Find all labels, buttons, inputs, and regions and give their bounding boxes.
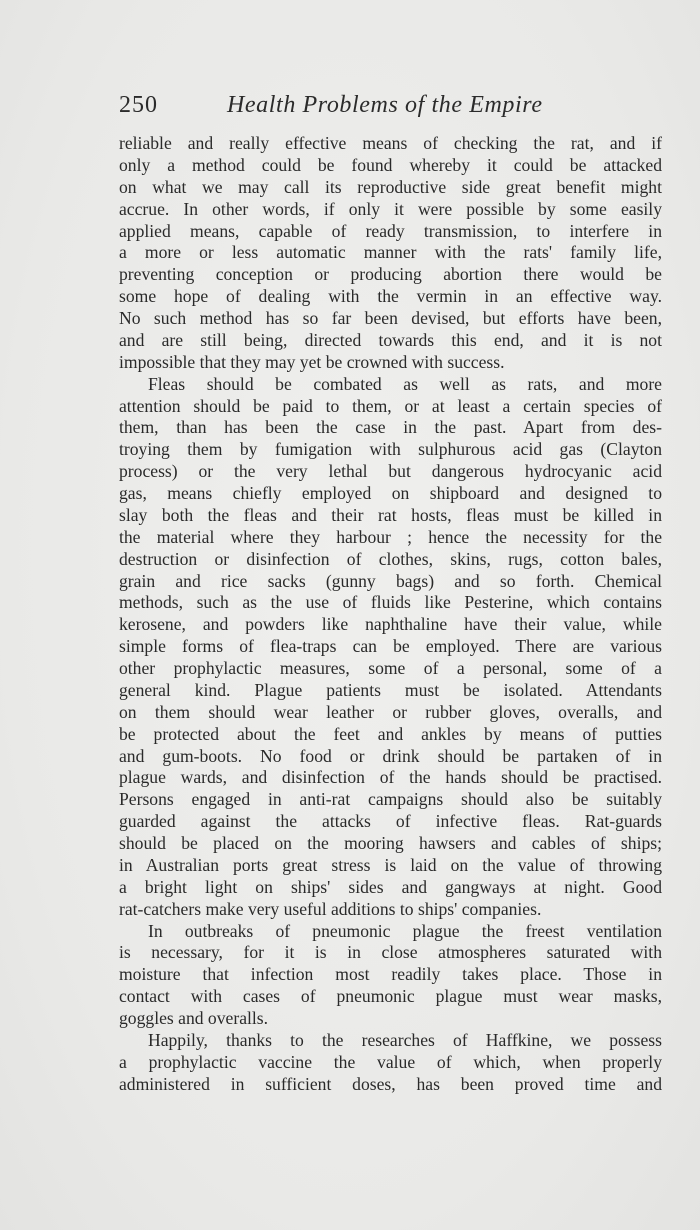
text-line: No such method has so far been devised, but efforts have been, <box>119 308 662 328</box>
text-line: accrue. In other words, if only it were possible by some easily <box>119 198 662 219</box>
page-number: 250 <box>119 92 158 118</box>
text-line: a more or less automatic manner with the rats' family life, <box>119 242 662 263</box>
text-line: general kind. Plague patients must be isolated. Attendants <box>119 679 662 700</box>
text-line: rat-catchers make very useful additions to ships' companies. <box>119 898 542 919</box>
text-line: the material where they harbour ; hence the necessity for the <box>119 526 662 547</box>
text-line: Persons engaged in anti-rat campaigns should also be suitably <box>119 789 662 810</box>
text-line: process) or the very lethal but dangerous hydrocyanic acid <box>119 461 662 482</box>
text-line: plague wards, and disinfection of the hands should be practised. <box>119 767 662 788</box>
page-header <box>119 92 664 124</box>
body-text <box>119 133 662 1096</box>
text-line: attention should be paid to them, or at least a certain species of <box>119 395 662 416</box>
text-line: a bright light on ships' sides and gangways at night. Good <box>119 876 662 897</box>
text-line: slay both the fleas and their rat hosts, fleas must be killed in <box>119 504 662 525</box>
text-line: should be placed on the mooring hawsers and cables of ships; <box>119 833 662 853</box>
text-line: destruction or disinfection of clothes, skins, rugs, cotton bales, <box>119 548 662 569</box>
text-line: them, than has been the case in the past. Apart from des- <box>119 417 662 438</box>
text-line: on what we may call its reproductive side great benefit might <box>119 176 662 197</box>
text-line: troying them by fumigation with sulphurous acid gas (Clayton <box>119 439 662 460</box>
text-line: reliable and really effective means of checking the rat, and if <box>119 133 662 153</box>
text-line: some hope of dealing with the vermin in an effective way. <box>119 286 662 307</box>
text-line: impossible that they may yet be crowned with success. <box>119 351 505 372</box>
text-line: kerosene, and powders like naphthaline have their value, while <box>119 614 662 635</box>
text-line: guarded against the attacks of infective fleas. Rat-guards <box>119 811 662 832</box>
text-line: only a method could be found whereby it could be attacked <box>119 154 662 175</box>
text-line: contact with cases of pneumonic plague must wear masks, <box>119 986 662 1007</box>
text-line: a prophylactic vaccine the value of which, when properly <box>119 1051 662 1072</box>
text-line: be protected about the feet and ankles by means of putties <box>119 723 662 744</box>
text-line: moisture that infection most readily takes place. Those in <box>119 964 662 985</box>
text-line: preventing conception or producing abortion there would be <box>119 264 662 285</box>
running-title: Health Problems of the Empire <box>227 92 543 118</box>
text-line: is necessary, for it is in close atmospheres saturated with <box>119 942 662 963</box>
text-line: and are still being, directed towards this end, and it is not <box>119 329 662 350</box>
text-line: on them should wear leather or rubber gloves, overalls, and <box>119 701 662 722</box>
text-line: administered in sufficient doses, has been proved time and <box>119 1073 662 1094</box>
text-line: gas, means chiefly employed on shipboard and designed to <box>119 483 662 503</box>
text-line: goggles and overalls. <box>119 1008 269 1028</box>
text-line: applied means, capable of ready transmission, to interfere in <box>119 220 662 241</box>
text-line: methods, such as the use of fluids like Pesterine, which contains <box>119 592 662 613</box>
text-line: in Australian ports great stress is laid on the value of throwing <box>119 854 662 875</box>
text-line: other prophylactic measures, some of a personal, some of a <box>119 658 662 678</box>
text-line: In outbreaks of pneumonic plague the freest ventilation <box>148 920 662 941</box>
text-line: Happily, thanks to the researches of Haffkine, we possess <box>148 1029 662 1050</box>
text-line: and gum-boots. No food or drink should be partaken of in <box>119 745 662 766</box>
text-line: grain and rice sacks (gunny bags) and so forth. Chemical <box>119 570 662 591</box>
text-line: Fleas should be combated as well as rats, and more <box>148 373 662 394</box>
text-line: simple forms of flea-traps can be employed. There are various <box>119 636 662 657</box>
